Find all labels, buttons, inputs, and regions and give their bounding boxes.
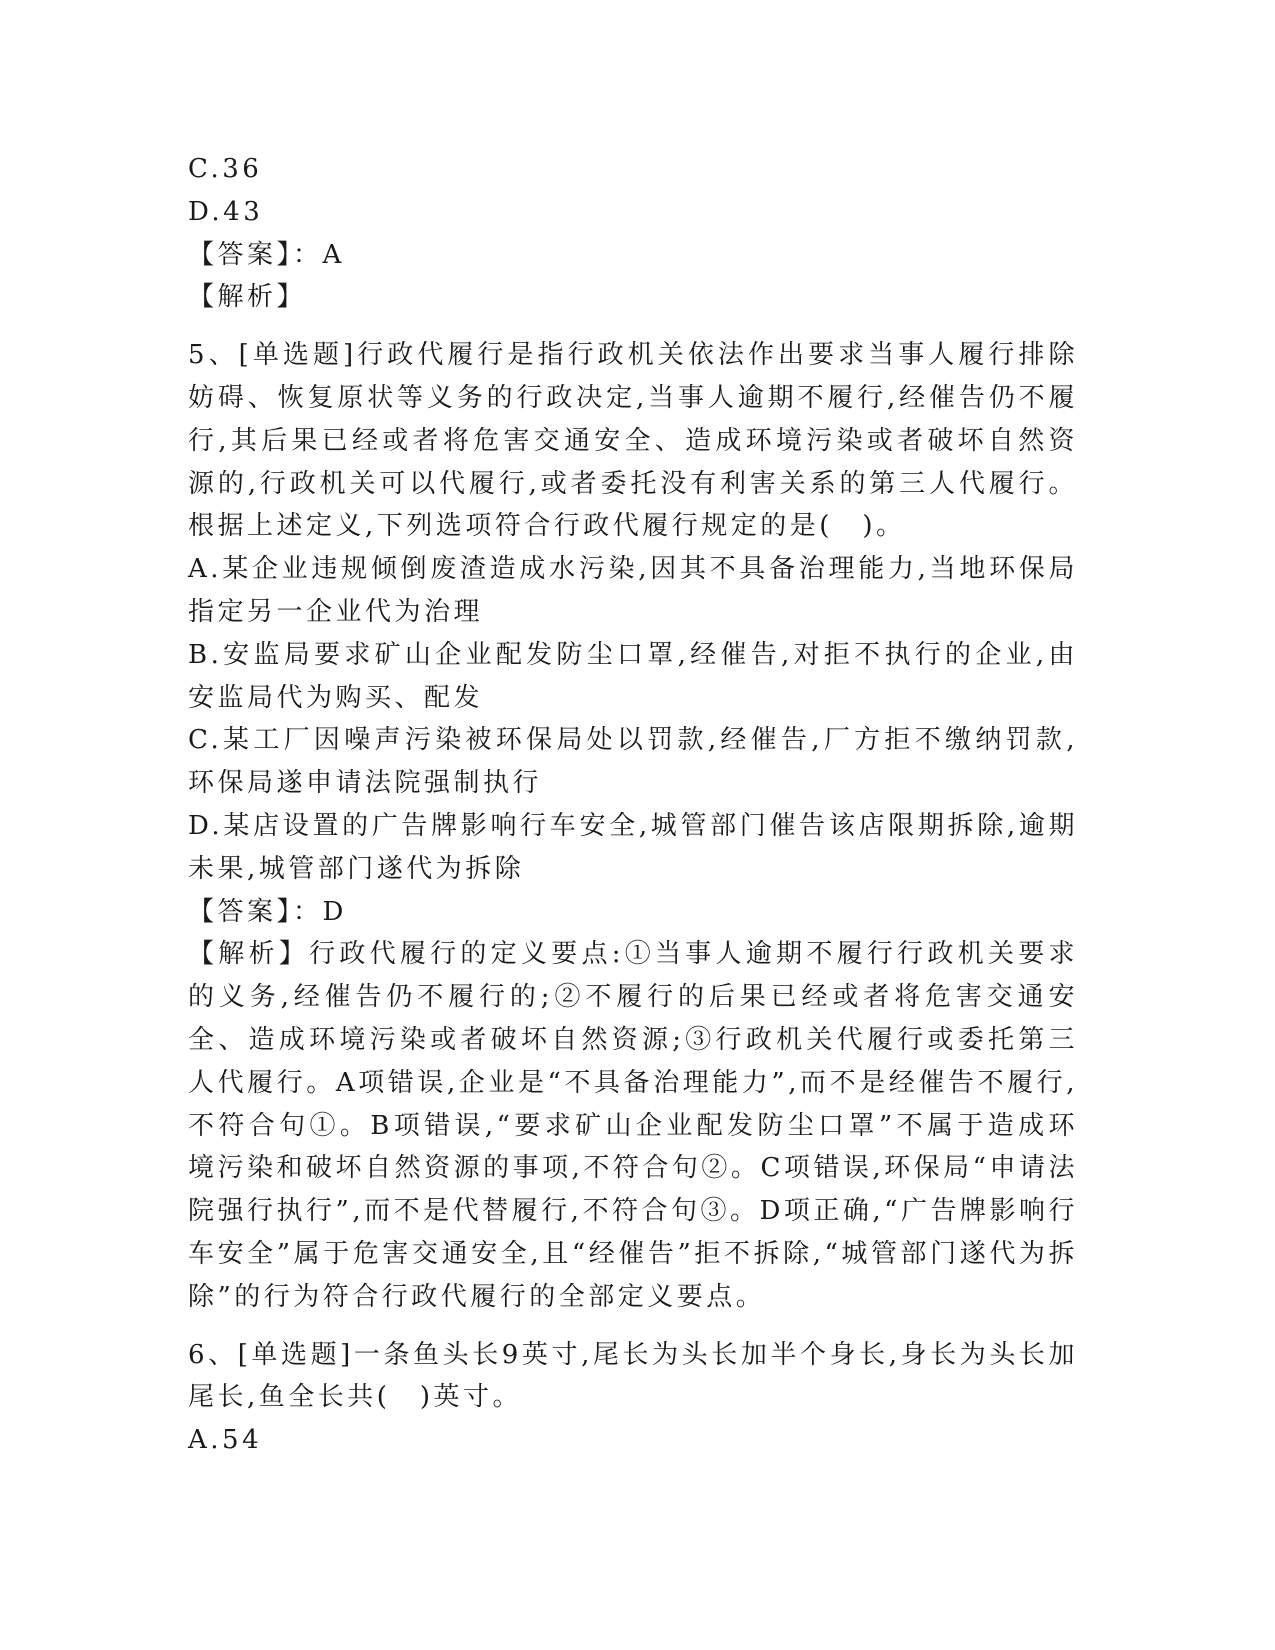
question-6-stem: 6、[单选题]一条鱼头长9英寸,尾长为头长加半个身长,身长为头长加尾长,鱼全长共( )英寸。 — [188, 1339, 1078, 1413]
answer: 【答案】：A — [188, 239, 345, 270]
question-5-option-b: B.安监局要求矿山企业配发防尘口罩,经催告,对拒不执行的企业,由安监局代为购买、配发 — [188, 639, 1078, 713]
option-d: D.43 — [188, 196, 264, 227]
question-5-stem: 5、[单选题]行政代履行是指行政机关依法作出要求当事人履行排除妨碍、恢复原状等义务的行政决定,当事人逾期不履行,经催告仍不履行,其后果已经或者将危害交通安全、造成环境污染或者破坏自然资源的,行政机关可以代履行,或者委托没有利害关系的第三人代履行。根据上述定义,下列选项符合行政代履行规定的是( )。 — [188, 340, 1078, 542]
option-c: C.36 — [188, 154, 263, 184]
question-5-analysis: 【解析】行政代履行的定义要点:①当事人逾期不履行行政机关要求的义务,经催告仍不履行的;②不履行的后果已经或者将危害交通安全、造成环境污染或者破坏自然资源;③行政机关代履行或委托第三人代履行。A项错误,企业是“不具备治理能力”,而不是经催告不履行,不符合句①。B项错误,“要求矿山企业配发防尘口罩”不属于造成环境污染和破坏自然资源的事项,不符合句②。C项错误,环保局“申请法院强行执行”,而不是代替履行,不符合句③。D项正确,“广告牌影响行车安全”属于危害交通安全,且“经催告”拒不拆除,“城管部门遂代为拆除”的行为符合行政代履行的全部定义要点。 — [188, 939, 1078, 1312]
question-5-option-a: A.某企业违规倾倒废渣造成水污染,因其不具备治理能力,当地环保局指定另一企业代为治理 — [188, 554, 1078, 627]
document-page — [188, 148, 1088, 1462]
analysis: 【解析】 — [188, 282, 307, 313]
question-5-answer: 【答案】：D — [188, 896, 347, 927]
question-5-option-c: C.某工厂因噪声污染被环保局处以罚款,经催告,厂方拒不缴纳罚款,环保局遂申请法院强制执行 — [188, 725, 1078, 799]
question-6-option-a: A.54 — [188, 1425, 263, 1456]
question-5-option-d: D.某店设置的广告牌影响行车安全,城管部门催告该店限期拆除,逾期未果,城管部门遂代为拆除 — [188, 810, 1078, 884]
